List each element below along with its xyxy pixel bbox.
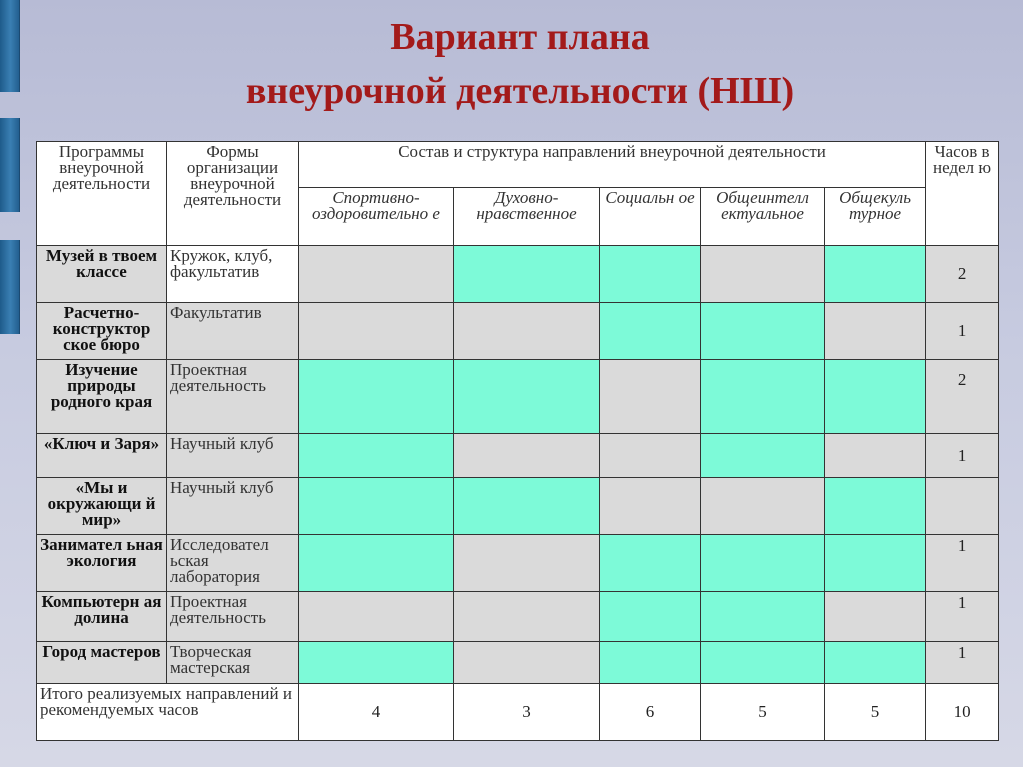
direction-cell xyxy=(454,303,600,360)
direction-cell-active xyxy=(299,360,454,434)
header-hours: Часов в недел ю xyxy=(926,142,999,246)
direction-cell-active xyxy=(299,535,454,592)
direction-cell-active xyxy=(600,592,701,642)
title-line-2: внеурочной деятельности (НШ) xyxy=(245,70,795,112)
direction-cell xyxy=(825,592,926,642)
table-row xyxy=(37,478,999,535)
direction-cell-active xyxy=(454,360,600,434)
program-name: Занимател ьная экология xyxy=(37,535,167,592)
totals-row xyxy=(37,684,999,741)
header-forms: Формы организации внеурочной деятельности xyxy=(167,142,299,246)
direction-sport: Спортивно-оздоровительно е xyxy=(299,188,454,246)
table-row xyxy=(37,535,999,592)
hours-cell xyxy=(926,478,999,535)
direction-cell-active xyxy=(454,246,600,303)
total-social: 6 xyxy=(600,684,701,741)
direction-cell xyxy=(299,592,454,642)
direction-cell-active xyxy=(600,246,701,303)
direction-intellectual: Общеинтелл ектуальное xyxy=(701,188,825,246)
program-name: «Ключ и Заря» xyxy=(37,434,167,478)
total-sport: 4 xyxy=(299,684,454,741)
decor-bar-3 xyxy=(0,240,20,334)
program-form: Научный клуб xyxy=(167,478,299,535)
direction-cell-active xyxy=(701,642,825,684)
direction-cell-active xyxy=(701,592,825,642)
hours-cell: 1 xyxy=(926,434,999,478)
program-name: Компьютерн ая долина xyxy=(37,592,167,642)
direction-cell xyxy=(825,303,926,360)
decor-bar-1 xyxy=(0,0,20,92)
direction-cell xyxy=(600,434,701,478)
program-name: Изучение природы родного края xyxy=(37,360,167,434)
direction-cell xyxy=(825,434,926,478)
table-row xyxy=(37,592,999,642)
table-row xyxy=(37,642,999,684)
hours-cell: 1 xyxy=(926,642,999,684)
direction-cell-active xyxy=(825,535,926,592)
direction-cell xyxy=(454,535,600,592)
hours-cell: 1 xyxy=(926,535,999,592)
direction-cell xyxy=(600,478,701,535)
direction-cell xyxy=(454,642,600,684)
program-form: Проектная деятельность xyxy=(167,360,299,434)
header-row-1 xyxy=(37,142,999,188)
table-row xyxy=(37,360,999,434)
program-name: Музей в твоем классе xyxy=(37,246,167,303)
direction-cell-active xyxy=(299,642,454,684)
total-intellectual: 5 xyxy=(701,684,825,741)
hours-cell: 2 xyxy=(926,360,999,434)
decor-bar-2 xyxy=(0,118,20,212)
direction-cell-active xyxy=(600,535,701,592)
slide-title xyxy=(30,10,1010,118)
direction-cell-active xyxy=(299,478,454,535)
title-line-1: Вариант плана xyxy=(390,16,650,58)
direction-cultural: Общекуль турное xyxy=(825,188,926,246)
table-row xyxy=(37,246,999,303)
direction-cell-active xyxy=(454,478,600,535)
direction-cell xyxy=(299,303,454,360)
direction-cell-active xyxy=(600,303,701,360)
header-structure: Состав и структура направлений внеурочной деятельности xyxy=(299,142,926,188)
hours-cell: 2 xyxy=(926,246,999,303)
program-form: Исследовател ьская лаборатория xyxy=(167,535,299,592)
direction-cell-active xyxy=(825,642,926,684)
direction-cell xyxy=(701,246,825,303)
direction-social: Социальн ое xyxy=(600,188,701,246)
program-form: Творческая мастерская xyxy=(167,642,299,684)
direction-cell-active xyxy=(701,360,825,434)
program-form: Научный клуб xyxy=(167,434,299,478)
total-spiritual: 3 xyxy=(454,684,600,741)
direction-cell xyxy=(454,592,600,642)
activity-plan-table xyxy=(36,141,999,741)
direction-cell-active xyxy=(701,535,825,592)
direction-cell-active xyxy=(701,434,825,478)
table-row xyxy=(37,434,999,478)
hours-cell: 1 xyxy=(926,303,999,360)
totals-label: Итого реализуемых направлений и рекомендуемых часов xyxy=(37,684,299,741)
hours-cell: 1 xyxy=(926,592,999,642)
direction-cell-active xyxy=(299,434,454,478)
table-row xyxy=(37,303,999,360)
total-hours: 10 xyxy=(926,684,999,741)
direction-spiritual: Духовно-нравственное xyxy=(454,188,600,246)
direction-cell-active xyxy=(825,246,926,303)
program-form: Кружок, клуб, факультатив xyxy=(167,246,299,303)
program-form: Проектная деятельность xyxy=(167,592,299,642)
header-programs: Программы внеурочной деятельности xyxy=(37,142,167,246)
direction-cell-active xyxy=(600,642,701,684)
program-form: Факультатив xyxy=(167,303,299,360)
direction-cell xyxy=(454,434,600,478)
program-name: «Мы и окружающи й мир» xyxy=(37,478,167,535)
direction-cell-active xyxy=(825,360,926,434)
direction-cell xyxy=(600,360,701,434)
program-name: Расчетно-конструктор ское бюро xyxy=(37,303,167,360)
direction-cell xyxy=(701,478,825,535)
program-name: Город мастеров xyxy=(37,642,167,684)
direction-cell-active xyxy=(825,478,926,535)
direction-cell-active xyxy=(701,303,825,360)
direction-cell xyxy=(299,246,454,303)
total-cultural: 5 xyxy=(825,684,926,741)
